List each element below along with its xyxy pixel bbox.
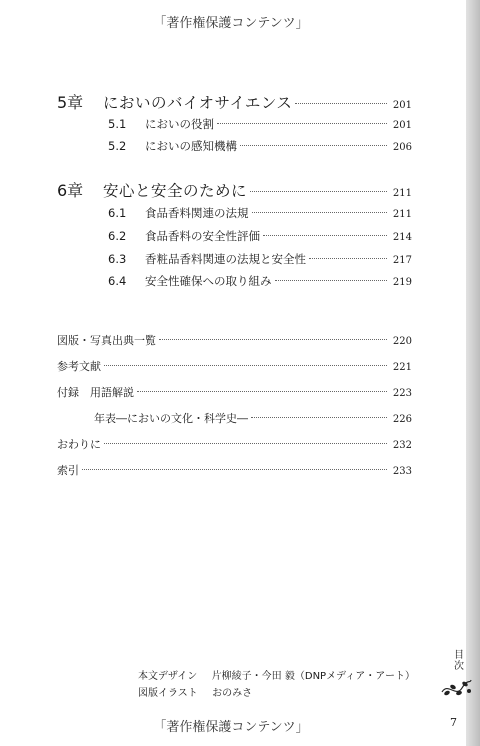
- chapter-number: 5章: [57, 93, 84, 112]
- chapter-number: 6章: [57, 181, 84, 200]
- leader-dots: [217, 123, 387, 124]
- page-ref: 219: [392, 277, 412, 288]
- entry-title: 図版・写真出典一覧: [57, 334, 156, 347]
- page-ref: 201: [392, 120, 412, 131]
- toc-index[interactable]: [57, 462, 412, 478]
- page-ref: 223: [392, 388, 412, 399]
- toc-section-6-2[interactable]: [108, 228, 412, 244]
- entry-title: おわりに: [57, 438, 101, 451]
- toc-section-5-2[interactable]: [108, 138, 412, 154]
- section-title: においの感知機構: [145, 139, 237, 153]
- credit-design-names: 片柳綾子・今田 毅（DNPメディア・アート）: [211, 671, 415, 682]
- page-ref: 211: [392, 209, 412, 220]
- toc-references[interactable]: [57, 358, 412, 374]
- leader-dots: [137, 391, 387, 392]
- page-ref: 226: [392, 414, 412, 425]
- section-title: 安全性確保への取り組み: [145, 274, 272, 288]
- section-title: 香粧品香料関連の法規と安全性: [145, 252, 306, 266]
- toc-figure-sources[interactable]: [57, 332, 412, 348]
- toc-section-5-1[interactable]: [108, 116, 412, 132]
- leader-dots: [275, 280, 388, 281]
- section-title: 食品香料関連の法規: [145, 206, 249, 220]
- credit-illust-names: おのみさ: [212, 688, 253, 699]
- entry-title: 年表―においの文化・科学史―: [94, 412, 248, 425]
- leader-dots: [82, 469, 387, 470]
- leader-dots: [251, 417, 387, 418]
- credit-illust-label: 図版イラスト: [138, 688, 198, 699]
- credit-illustration: [138, 684, 252, 699]
- page-ref: 201: [392, 100, 412, 111]
- section-number: 6.3: [108, 252, 127, 266]
- page-ref: 220: [392, 336, 412, 347]
- section-number: 6.1: [108, 206, 127, 220]
- page-ref: 217: [392, 255, 412, 266]
- watermark-bottom: 「著作権保護コンテンツ」: [153, 720, 309, 735]
- toc-afterword[interactable]: [57, 436, 412, 452]
- section-side-label: 目次: [454, 650, 464, 672]
- page-number: 7: [450, 716, 457, 729]
- toc-section-6-3[interactable]: [108, 251, 412, 267]
- leader-dots: [263, 235, 387, 236]
- page-ref: 232: [392, 440, 412, 451]
- chapter-title: 安心と安全のために: [103, 182, 248, 200]
- chapter-title: においのバイオサイエンス: [103, 94, 293, 112]
- leader-dots: [159, 339, 387, 340]
- toc-timeline[interactable]: [94, 410, 412, 426]
- page-ref: 221: [392, 362, 412, 373]
- toc-glossary[interactable]: [57, 384, 412, 400]
- leader-dots: [104, 443, 387, 444]
- leader-dots: [104, 365, 387, 366]
- page-ref: 206: [392, 142, 412, 153]
- toc-section-6-4[interactable]: [108, 273, 412, 289]
- entry-title: 索引: [57, 464, 79, 477]
- leader-dots: [309, 258, 387, 259]
- entry-title: 付録 用語解説: [57, 386, 134, 399]
- toc-chapter-6[interactable]: [57, 178, 412, 201]
- vine-ornament-icon: [440, 676, 472, 700]
- watermark-top: 「著作権保護コンテンツ」: [153, 16, 309, 31]
- page-edge-shadow: [466, 0, 480, 746]
- section-number: 5.2: [108, 139, 127, 153]
- page-ref: 214: [392, 232, 412, 243]
- entry-title: 参考文献: [57, 360, 101, 373]
- section-number: 6.4: [108, 274, 127, 288]
- section-number: 5.1: [108, 117, 127, 131]
- credit-design-label: 本文デザイン: [138, 671, 198, 682]
- leader-dots: [250, 191, 387, 192]
- leader-dots: [240, 145, 387, 146]
- toc-section-6-1[interactable]: [108, 205, 412, 221]
- leader-dots: [252, 212, 388, 213]
- credit-design: [138, 667, 415, 682]
- section-title: においの役割: [145, 117, 214, 131]
- section-title: 食品香料の安全性評価: [145, 229, 260, 243]
- toc-chapter-5[interactable]: [57, 90, 412, 113]
- page-ref: 233: [392, 466, 412, 477]
- leader-dots: [295, 103, 387, 104]
- section-number: 6.2: [108, 229, 127, 243]
- page-ref: 211: [392, 188, 412, 199]
